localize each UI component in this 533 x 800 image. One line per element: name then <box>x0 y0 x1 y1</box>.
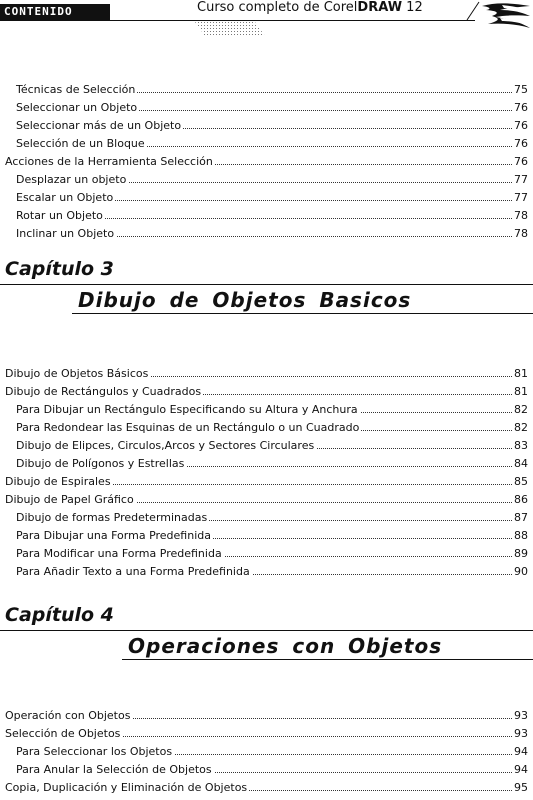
section-tag: CONTENIDO <box>0 4 110 20</box>
toc-entry[interactable]: Para Redondear las Esquinas de un Rectángulo o un Cuadrado 82 <box>16 421 528 434</box>
toc-entry[interactable]: Operación con Objetos 93 <box>5 709 528 722</box>
flame-logo-icon <box>478 0 533 36</box>
chapter-label: Capítulo 4 <box>5 604 114 626</box>
toc-entry[interactable]: Seleccionar más de un Objeto 76 <box>16 119 528 132</box>
toc-entry[interactable]: Dibujo de Espirales 85 <box>5 475 528 488</box>
toc-entry[interactable]: Dibujo de formas Predeterminadas 87 <box>16 511 528 524</box>
toc-entry[interactable]: Dibujo de Rectángulos y Cuadrados 81 <box>5 385 528 398</box>
toc-entry[interactable]: Rotar un Objeto 78 <box>16 209 528 222</box>
toc-entry[interactable]: Para Modificar una Forma Predefinida 89 <box>16 547 528 560</box>
chapter-title: Operaciones con Objetos <box>128 634 443 658</box>
toc-entry[interactable]: Técnicas de Selección 75 <box>16 83 528 96</box>
course-title: Curso completo de CorelDRAW 12 <box>197 0 423 15</box>
header-rule <box>0 20 475 21</box>
page-header <box>0 0 533 36</box>
toc-entry[interactable]: Seleccionar un Objeto 76 <box>16 101 528 114</box>
chapter-label: Capítulo 3 <box>5 258 114 280</box>
chapter-rule <box>0 630 533 631</box>
toc-entry[interactable]: Copia, Duplicación y Eliminación de Objetos 95 <box>5 781 528 794</box>
chapter-title-rule <box>122 659 533 660</box>
toc-entry[interactable]: Selección de un Bloque 76 <box>16 137 528 150</box>
toc-entry[interactable]: Desplazar un objeto 77 <box>16 173 528 186</box>
toc-entry[interactable]: Dibujo de Elipces, Circulos,Arcos y Sectores Circulares 83 <box>16 439 528 452</box>
toc-entry[interactable]: Dibujo de Objetos Básicos 81 <box>5 367 528 380</box>
toc-entry[interactable]: Dibujo de Papel Gráfico 86 <box>5 493 528 506</box>
toc-entry[interactable]: Selección de Objetos 93 <box>5 727 528 740</box>
chapter-title: Dibujo de Objetos Basicos <box>78 288 412 312</box>
toc-entry[interactable]: Para Dibujar un Rectángulo Especificando su Altura y Anchura 82 <box>16 403 528 416</box>
toc-entry[interactable]: Para Añadir Texto a una Forma Predefinida 90 <box>16 565 528 578</box>
chapter-title-rule <box>72 313 533 314</box>
toc-entry[interactable]: Para Dibujar una Forma Predefinida 88 <box>16 529 528 542</box>
toc-entry[interactable]: Para Anular la Selección de Objetos 94 <box>16 763 528 776</box>
hatch-decoration <box>195 22 265 36</box>
chapter-rule <box>0 284 533 285</box>
toc-entry[interactable]: Inclinar un Objeto 78 <box>16 227 528 240</box>
toc-entry[interactable]: Para Seleccionar los Objetos 94 <box>16 745 528 758</box>
toc-entry[interactable]: Escalar un Objeto 77 <box>16 191 528 204</box>
toc-entry[interactable]: Dibujo de Polígonos y Estrellas 84 <box>16 457 528 470</box>
toc-entry[interactable]: Acciones de la Herramienta Selección 76 <box>5 155 528 168</box>
